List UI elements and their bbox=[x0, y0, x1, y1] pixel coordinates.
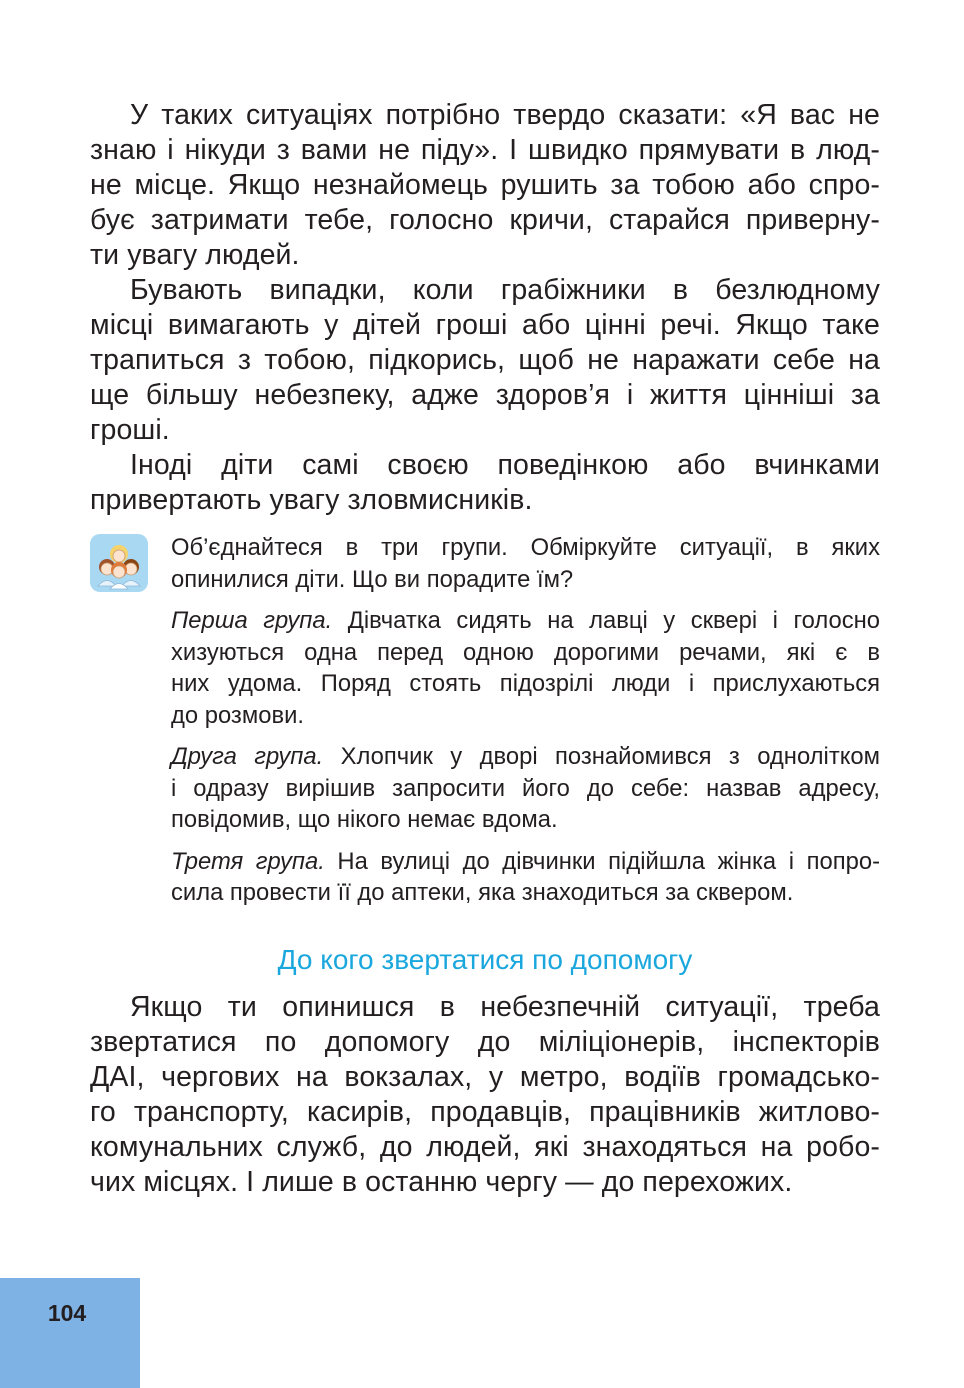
paragraph-3 bbox=[90, 448, 880, 518]
text-line: чих місцях. І лише в останню чергу — до перехожих. bbox=[90, 1166, 793, 1198]
text-fragment: Дівчатка сидять на лавці у сквері і голосно bbox=[332, 607, 880, 634]
text-line: ДАІ, чергових на вокзалах, у метро, водіїв громадсько- bbox=[90, 1061, 880, 1093]
text-line: сила провести її до аптеки, яка знаходиться за сквером. bbox=[171, 879, 794, 906]
task-instruction bbox=[171, 532, 880, 595]
group-work-icon bbox=[90, 534, 148, 592]
text-line: не місце. Якщо незнайомець рушить за тобою або спро- bbox=[90, 169, 880, 201]
group-1-task bbox=[171, 605, 880, 731]
text-line: Якщо ти опинишся в небезпечній ситуації, треба bbox=[130, 991, 880, 1023]
text-line: Бувають випадки, коли грабіжники в безлюдному bbox=[130, 274, 880, 306]
text-line: Об’єднайтеся в три групи. Обміркуйте ситуації, в яких bbox=[171, 534, 880, 561]
group-2-task bbox=[171, 741, 880, 836]
page-number-tab bbox=[0, 1278, 140, 1388]
text-line: них удома. Поряд стоять підозрілі люди і прислухаються bbox=[171, 670, 880, 697]
text-line: опинилися діти. Що ви порадите їм? bbox=[171, 565, 574, 593]
text-line: місці вимагають у дітей гроші або цінні речі. Якщо таке bbox=[90, 309, 880, 341]
group-3-task bbox=[171, 846, 880, 909]
text-fragment: Хлопчик у дворі познайомився з однолітком bbox=[323, 743, 880, 770]
text-line: гроші. bbox=[90, 414, 170, 446]
text-line: знаю і нікуди з вами не піду». І швидко прямувати в люд- bbox=[90, 134, 880, 166]
section-heading: До кого звертатися по допомогу bbox=[277, 944, 693, 975]
group-3-label: Третя група. bbox=[171, 847, 325, 875]
text-line bbox=[171, 605, 880, 637]
page-number: 104 bbox=[47, 1300, 87, 1326]
text-line: бує затримати тебе, голосно кричи, старайся приверну- bbox=[90, 204, 880, 236]
group-2-label: Друга група. bbox=[171, 743, 324, 770]
text-line: ти увагу людей. bbox=[90, 239, 300, 271]
text-line: ще більшу небезпеку, адже здоров’я і життя цінніші за bbox=[90, 379, 880, 411]
text-line: повідомив, що нікого немає вдома. bbox=[171, 806, 558, 833]
text-line: хизуються одна перед одною дорогими речами, які є в bbox=[171, 638, 880, 666]
text-line: го транспорту, касирів, продавців, працівників житлово- bbox=[90, 1096, 880, 1128]
group-task bbox=[171, 532, 880, 919]
text-line: трапиться з тобою, підкорись, щоб не наражати себе на bbox=[90, 344, 880, 376]
text-line bbox=[171, 741, 880, 773]
text-line: комунальних служб, до людей, які знаходяться на робо- bbox=[90, 1131, 880, 1163]
text-line: до розмови. bbox=[171, 701, 304, 729]
text-line: У таких ситуаціях потрібно твердо сказати: «Я вас не bbox=[130, 99, 880, 131]
main-text bbox=[90, 98, 880, 518]
text-line: звертатися по допомогу до міліціонерів, інспекторів bbox=[90, 1026, 880, 1058]
text-line: і одразу вирішив запросити його до себе: назвав адресу, bbox=[171, 774, 880, 802]
text-line: привертають увагу зловмисників. bbox=[90, 484, 533, 516]
paragraph-1 bbox=[90, 98, 880, 273]
paragraph-2 bbox=[90, 273, 880, 448]
section-text bbox=[90, 990, 880, 1200]
text-line: Іноді діти самі своєю поведінкою або вчинками bbox=[130, 449, 880, 481]
text-fragment: На вулиці до дівчинки підійшла жінка і попро- bbox=[324, 847, 880, 875]
section-paragraph bbox=[90, 990, 880, 1200]
text-line bbox=[171, 846, 880, 878]
group-1-label: Перша група. bbox=[171, 607, 333, 634]
